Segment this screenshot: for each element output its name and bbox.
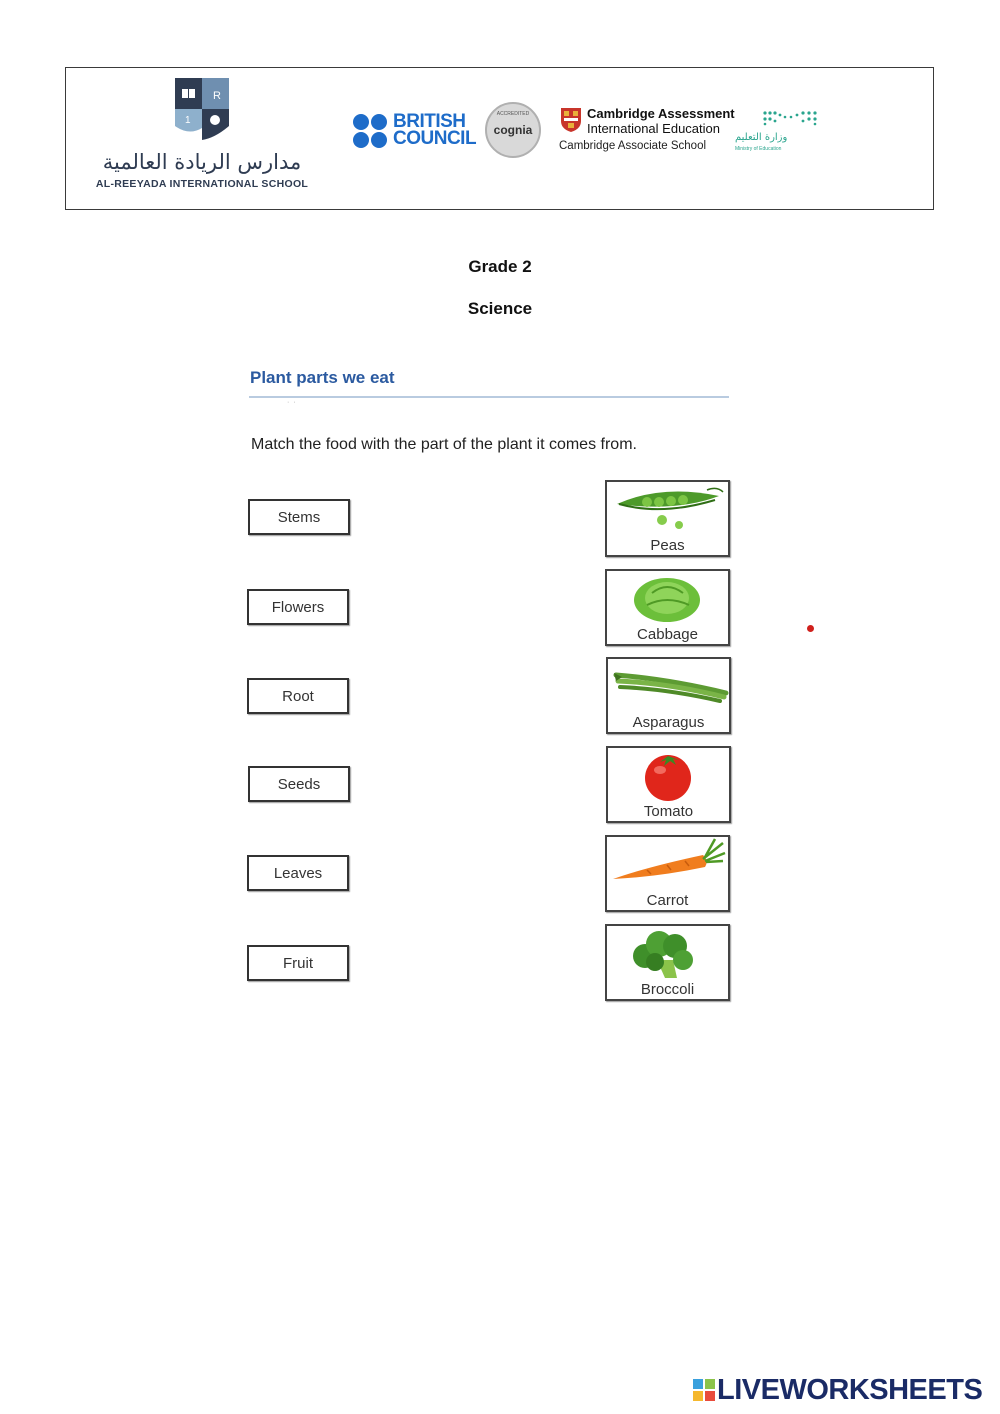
ministry-of-education-logo <box>731 106 826 156</box>
moe-arabic-label: وزارة التعليم <box>735 132 788 143</box>
cognia-accreditation-seal <box>485 102 541 158</box>
cognia-accredited-label: ACCREDITED <box>496 111 530 117</box>
title-divider <box>249 396 729 398</box>
peas-icon <box>607 482 728 536</box>
cambridge-logo <box>558 106 738 158</box>
school-name-english: AL-REEYADA INTERNATIONAL SCHOOL <box>95 178 309 190</box>
bc-dot-icon <box>371 132 387 148</box>
british-council-wordmark: BRITISH COUNCIL <box>393 111 477 149</box>
shield-letter-r: R <box>213 90 221 102</box>
bc-dot-icon <box>371 114 387 130</box>
cambridge-international-label: International Education <box>587 121 720 136</box>
food-label-carrot: Carrot <box>646 892 689 909</box>
liveworksheets-squares-icon <box>693 1379 715 1401</box>
worksheet-instruction: Match the food with the part of the plant it comes from. <box>251 436 637 453</box>
broccoli-icon <box>607 926 728 980</box>
food-card-tomato[interactable] <box>606 746 731 823</box>
food-label-broccoli: Broccoli <box>640 981 695 998</box>
cambridge-assessment-label: Cambridge Assessment <box>587 106 735 121</box>
school-shield-logo <box>173 76 231 142</box>
food-card-cabbage[interactable] <box>605 569 730 646</box>
cambridge-shield-icon <box>560 107 582 133</box>
moe-english-label: Ministry of Education <box>735 146 782 152</box>
tomato-icon <box>608 748 729 802</box>
bc-dot-icon <box>353 114 369 130</box>
british-council-logo <box>353 112 477 152</box>
food-label-peas: Peas <box>650 537 685 554</box>
asparagus-icon <box>608 659 729 713</box>
food-card-asparagus[interactable] <box>606 657 731 734</box>
school-header-banner <box>65 67 934 210</box>
cambridge-associate-label: Cambridge Associate School <box>559 140 707 152</box>
part-box-leaves[interactable]: Leaves <box>247 855 349 891</box>
food-label-cabbage: Cabbage <box>637 626 698 643</box>
food-label-tomato: Tomato <box>643 803 694 820</box>
divider-dots: ·· <box>287 399 300 406</box>
cabbage-icon <box>607 571 728 625</box>
cognia-wordmark: cognia <box>493 123 533 137</box>
carrot-icon <box>607 837 728 891</box>
worksheet-title: Plant parts we eat <box>250 368 395 387</box>
part-box-root[interactable]: Root <box>247 678 349 714</box>
grade-heading: Grade 2 <box>468 257 532 276</box>
shield-number-one: 1 <box>185 115 191 126</box>
liveworksheets-logo[interactable] <box>693 1376 993 1406</box>
part-box-fruit[interactable]: Fruit <box>247 945 349 981</box>
food-card-carrot[interactable] <box>605 835 730 912</box>
food-card-peas[interactable] <box>605 480 730 557</box>
food-label-asparagus: Asparagus <box>632 714 705 731</box>
subject-heading: Science <box>467 299 533 318</box>
bc-dot-icon <box>353 132 369 148</box>
part-box-seeds[interactable]: Seeds <box>248 766 350 802</box>
part-box-stems[interactable]: Stems <box>248 499 350 535</box>
part-box-flowers[interactable]: Flowers <box>247 589 349 625</box>
school-name-arabic: مدارس الريادة العالمية <box>102 150 302 174</box>
red-marker-dot <box>807 625 814 632</box>
moe-dots-icon <box>761 109 821 127</box>
food-card-broccoli[interactable] <box>605 924 730 1001</box>
liveworksheets-wordmark: LIVEWORKSHEETS <box>717 1374 983 1406</box>
